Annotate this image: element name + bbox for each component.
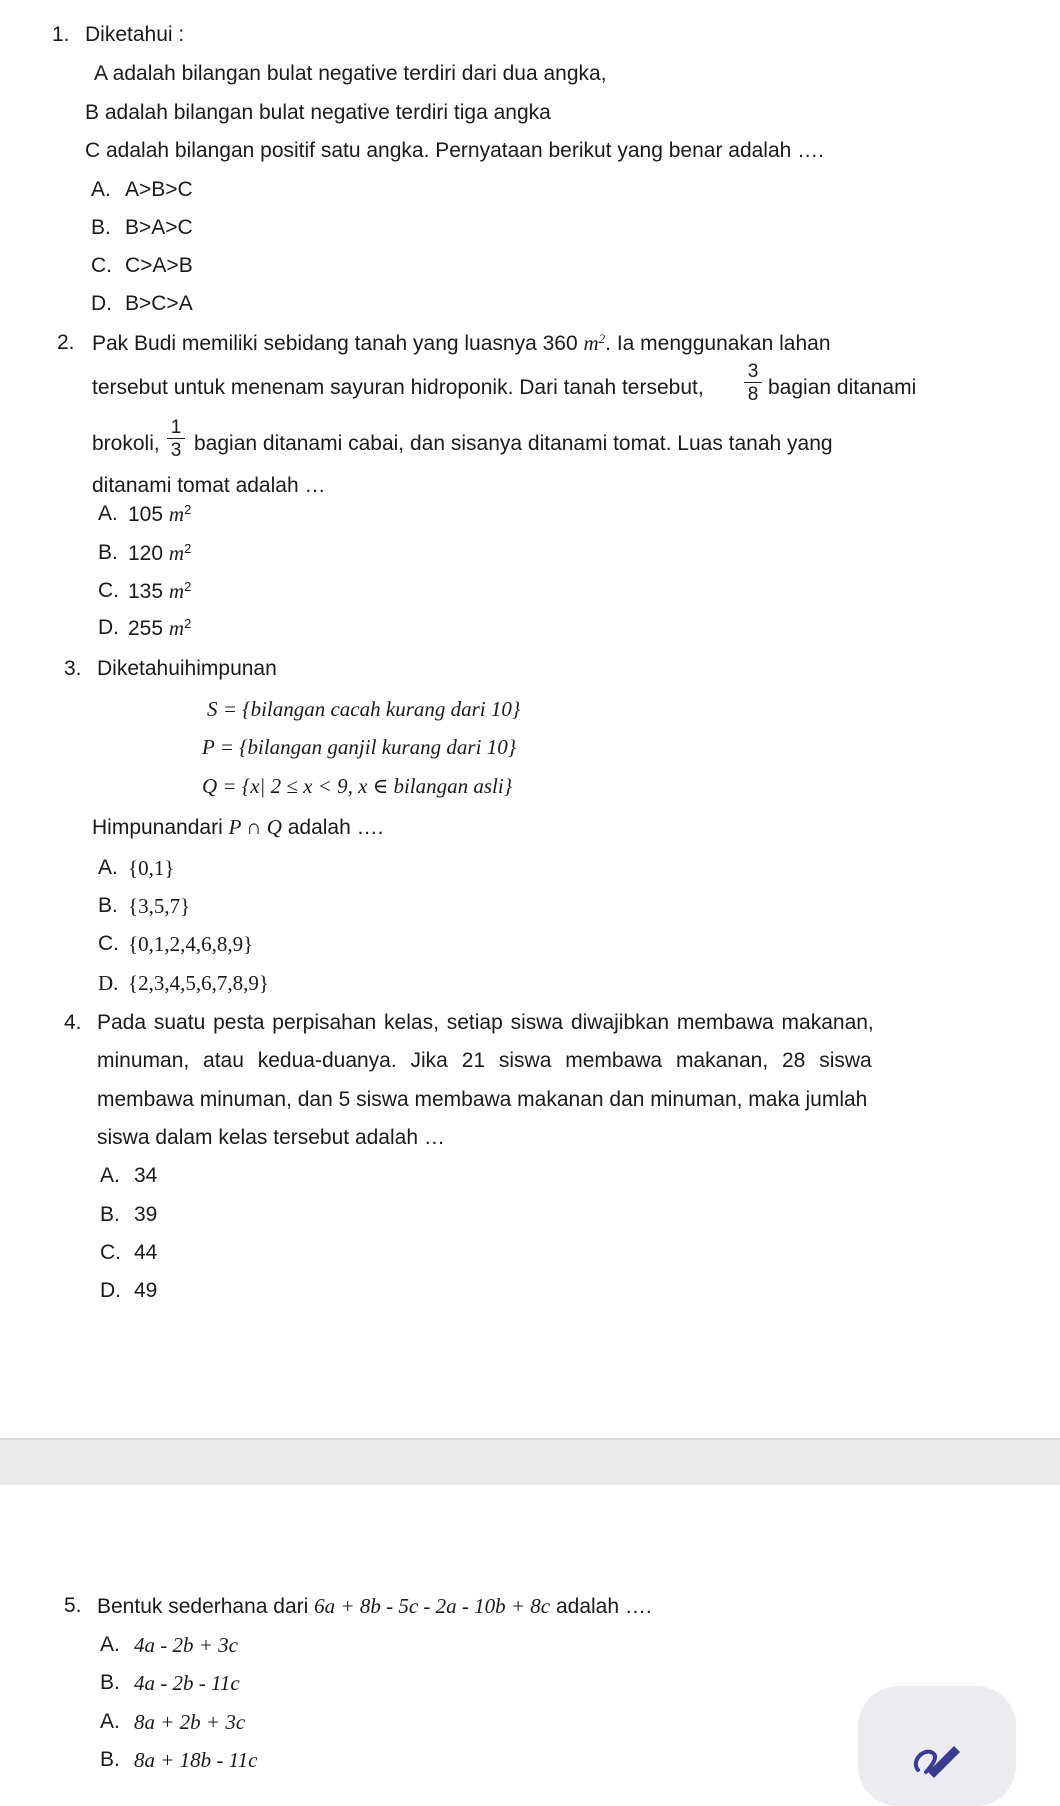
q2-option-b-text: 120 $m^2$: [128, 541, 192, 565]
q2-fraction-cabai: 1 3: [167, 418, 185, 460]
q3-question: Himpunandari P ∩ Q adalah ….: [92, 815, 384, 839]
q5-number: 5.: [64, 1594, 82, 1617]
q3-heading: Diketahuihimpunan: [97, 657, 277, 680]
q1-line-2: B adalah bilangan bulat negative terdiri tiga angka: [85, 101, 551, 124]
q3-option-d-letter: D.: [98, 971, 119, 995]
q2-fraction-brokoli: 3 8: [744, 362, 762, 404]
q2-line-4: ditanami tomat adalah …: [92, 474, 326, 497]
q1-option-b-letter: B.: [91, 216, 111, 239]
q1-heading: Diketahui :: [85, 23, 185, 46]
q5-option-c-text: 8a + 2b + 3c: [134, 1710, 246, 1734]
q3-option-b-letter: B.: [98, 894, 118, 917]
q2-option-d-text: 255 $m^2$: [128, 616, 192, 640]
q4-line-1: Pada suatu pesta perpisahan kelas, setiap siswa diwajibkan membawa makanan,: [97, 1011, 874, 1034]
q5-option-a-text: 4a - 2b + 3c: [134, 1633, 238, 1657]
q1-line-3: C adalah bilangan positif satu angka. Pernyataan berikut yang benar adalah ….: [85, 139, 824, 162]
q2-option-a-letter: A.: [98, 502, 118, 525]
q5-option-d-letter: B.: [100, 1748, 120, 1771]
q5-option-d-text: 8a + 18b - 11c: [134, 1748, 258, 1772]
q4-option-b-text: 39: [134, 1203, 158, 1226]
q2-line-1-tail: . Ia menggunakan lahan: [605, 332, 831, 355]
q1-option-a-text: A>B>C: [125, 178, 193, 201]
q2-area-unit: $m^2$: [583, 331, 606, 355]
q1-option-d-text: B>C>A: [125, 292, 193, 315]
q5-option-a-letter: A.: [100, 1633, 120, 1656]
q2-option-a-text: 105 $m^2$: [128, 502, 192, 526]
q1-option-d-letter: D.: [91, 292, 112, 315]
q3-number: 3.: [64, 657, 82, 680]
q2-line-2-a: tersebut untuk menenam sayuran hidroponik. Dari tanah tersebut,: [92, 376, 704, 399]
q3-option-b-text: {3,5,7}: [128, 894, 191, 918]
q1-option-c-letter: C.: [91, 254, 112, 277]
q4-line-3: membawa minuman, dan 5 siswa membawa makanan dan minuman, maka jumlah: [97, 1088, 868, 1111]
q3-set-p: P = {bilangan ganjil kurang dari 10}: [202, 735, 517, 759]
q4-line-4: siswa dalam kelas tersebut adalah …: [97, 1126, 445, 1149]
q2-line-3-b: bagian ditanami cabai, dan sisanya ditanami tomat. Luas tanah yang: [194, 432, 833, 455]
q3-option-c-letter: C.: [98, 932, 119, 955]
q2-option-b-letter: B.: [98, 541, 118, 564]
page-break-band: [0, 1440, 1060, 1485]
q3-option-d-text: {2,3,4,5,6,7,8,9}: [128, 971, 269, 995]
q2-line-3-a: brokoli,: [92, 432, 160, 455]
q4-number: 4.: [64, 1011, 82, 1034]
q5-option-b-text: 4a - 2b - 11c: [134, 1671, 240, 1695]
q4-option-a-letter: A.: [100, 1164, 120, 1187]
q1-option-c-text: C>A>B: [125, 254, 193, 277]
q4-option-c-text: 44: [134, 1241, 158, 1264]
q4-option-c-letter: C.: [100, 1241, 121, 1264]
q4-option-d-letter: D.: [100, 1279, 121, 1302]
q5-expression: 6a + 8b - 5c - 2a - 10b + 8c: [314, 1594, 551, 1618]
q2-option-c-text: 135 $m^2$: [128, 579, 192, 603]
q3-set-q: Q = {x| 2 ≤ x < 9, x ∈ bilangan asli}: [202, 774, 513, 798]
q3-intersection-expr: P ∩ Q: [228, 815, 282, 839]
pencil-edit-icon: [900, 1738, 970, 1784]
q5-question: Bentuk sederhana dari 6a + 8b - 5c - 2a - 10b + 8c adalah ….: [97, 1594, 652, 1618]
q1-line-1: A adalah bilangan bulat negative terdiri dari dua angka,: [94, 62, 607, 85]
q2-option-d-letter: D.: [98, 616, 119, 639]
q3-option-c-text: {0,1,2,4,6,8,9}: [128, 932, 254, 956]
q3-set-s: S = {bilangan cacah kurang dari 10}: [207, 697, 521, 721]
q5-option-b-letter: B.: [100, 1671, 120, 1694]
q2-line-1: [92, 330, 831, 357]
q1-option-a-letter: A.: [91, 178, 111, 201]
q1-option-b-text: B>A>C: [125, 216, 193, 239]
q3-option-a-letter: A.: [98, 856, 118, 879]
q1-number: 1.: [52, 23, 70, 46]
q2-line-2-b: bagian ditanami: [768, 376, 917, 399]
q5-option-c-letter: A.: [100, 1710, 120, 1733]
q2-number: 2.: [57, 331, 75, 354]
q4-option-d-text: 49: [134, 1279, 158, 1302]
q4-option-b-letter: B.: [100, 1203, 120, 1226]
q4-line-2: minuman, atau kedua-duanya. Jika 21 siswa membawa makanan, 28 siswa: [97, 1049, 872, 1072]
q4-option-a-text: 34: [134, 1164, 158, 1187]
q2-option-c-letter: C.: [98, 579, 119, 602]
q3-option-a-text: {0,1}: [128, 856, 175, 880]
q2-line-1-text: Pak Budi memiliki sebidang tanah yang luasnya 360: [92, 332, 578, 355]
